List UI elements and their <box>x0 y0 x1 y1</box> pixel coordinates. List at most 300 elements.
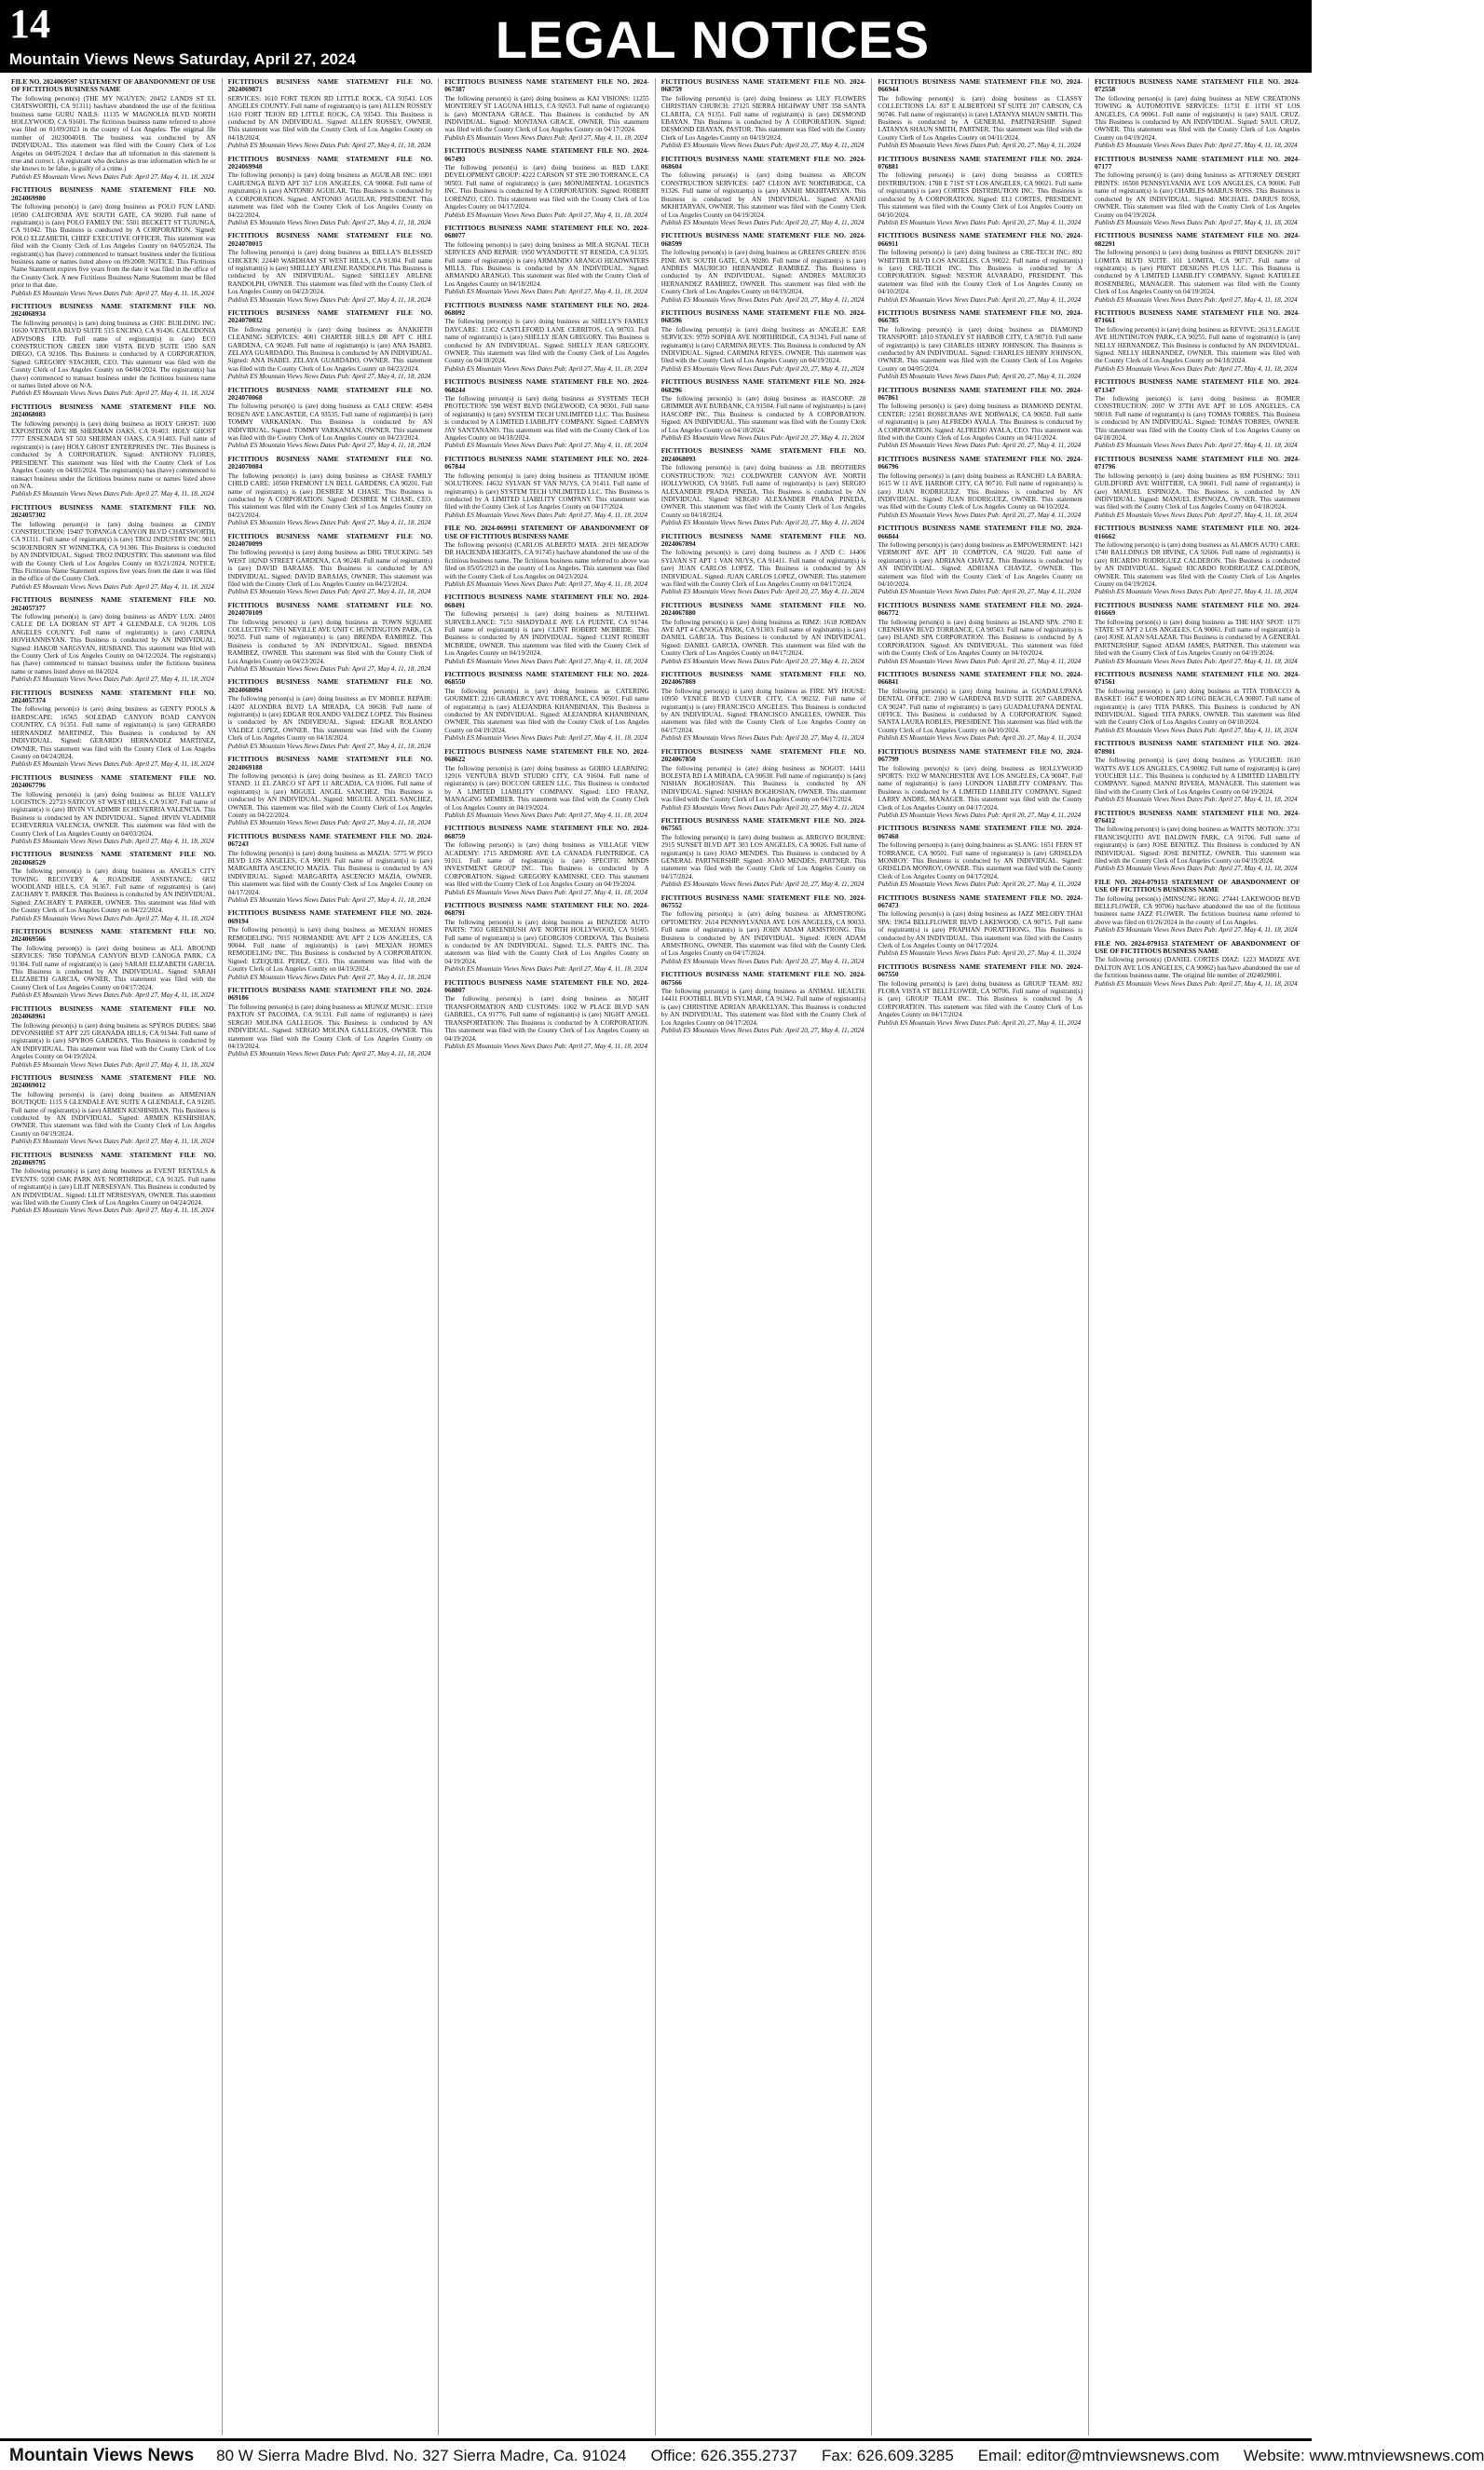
legal-notice <box>11 303 216 398</box>
notice-heading: FICTITIOUS BUSINESS NAME STATEMENT FILE NO. 2024-068296 <box>660 377 866 394</box>
page-header <box>0 0 1312 73</box>
notice-body: The following person(s) is (are) doing business as YOUCHER: 1610 WATTS AVE LOS ANGELES, CA 90002. Full name of registrant(s) is (are) YOUCHER LLC. This Business is conducted by A LIMITED LIABILITY COMPANY. Signed: MANNI RIVERA, MANAGER. This statement was filed with the County Clerk of Los Angeles County on 04/19/2024. <box>1094 757 1300 796</box>
notice-heading: FICTITIOUS BUSINESS NAME STATEMENT FILE NO. 2024-067566 <box>660 970 866 987</box>
notice-publication-dates: Publish ES Mountain Views News Dates Pub: April 27, May 4, 11, 18, 2024 <box>1094 218 1298 226</box>
notice-publication-dates: Publish ES Mountain Views News Dates Pub: April 20, 27, May 4, 11, 2024 <box>660 434 865 443</box>
legal-notice <box>444 302 649 374</box>
notice-publication-dates: Publish ES Mountain Views News Dates Pub: April 27, May 4, 11, 18, 2024 <box>444 580 647 588</box>
notice-body: The following person(s) is (are) doing business as NOGOT: 14411 BOLESTA RD LA MIRADA, CA 90638. Full name of registrant(s) is (are) NISHAN BOGHOSIAN. This Business is conducted by AN INDIVIDUAL. Signed: NISHAN BOGHOSIAN, OWNER. This statement was filed with the County Clerk of Los Angeles County on 04/17/2024. <box>660 764 866 804</box>
notice-heading: FICTITIOUS BUSINESS NAME STATEMENT FILE NO. 2024-071561 <box>1094 670 1300 687</box>
notice-publication-dates: Publish ES Mountain Views News Dates Pub: April 27, May 4, 11, 18, 2024 <box>444 364 647 373</box>
notice-body: The following person(s) is (are) doing business as ANGELS CITY TOWING RECOVERY & ROADSIDE ASSISTANCE: 6832 WOODLAND HILLS, CA 91367. Full name of registrant(s) is (are) ZACHARY T. PARKER. This Business is conducted by AN INDIVIDUAL. Signed: ZACHARY T. PARKER, OWNER. This statement was filed with the County Clerk of Los Angeles County on 04/22/2024. <box>11 867 216 915</box>
notice-publication-dates: Publish ES Mountain Views News Dates Pub: April 27, May 4, 11, 18, 2024 <box>11 914 214 922</box>
notice-publication-dates: Publish ES Mountain Views News Dates Pub: April 27, May 4, 11, 18, 2024 <box>1094 364 1298 373</box>
notice-body: The following person(s) (THE MY NGUYEN: 20452 LANDS ST EL CHATSWORTH, CA 91311) has/have abandoned the use of the fictitious business name GURU NAILS: 11135 W MAGNOLIA BLVD NORTH HOLLYWOOD, CA 91601. The fictitious business name referred to above was filed on 01/09/2023 in the county of Los Angeles. The original file number of 2023004018. The business was conducted by AN INDIVIDUAL. This statement was filed with the County Clerk of Los Angeles on 04/05/2024. I declare that all information in this statement is true and correct. (A registrant who declares as true information which he or she knows to be false, is guilty of a crime.) <box>11 94 216 173</box>
notice-publication-dates: Publish ES Mountain Views News Dates Pub: April 20, 27, May 4, 11, 2024 <box>660 1027 865 1035</box>
notice-heading: FICTITIOUS BUSINESS NAME STATEMENT FILE NO. 2024-066772 <box>878 600 1082 618</box>
notice-body: The following person(s) is (are) doing business as ARCON CONSTRUCTION SERVICES: 1407 CLEON AVE NORTHRIDGE, CA 91326. Full name of registrant(s) is (are) ANAHI MKHITARYAN. This Business is conducted by AN INDIVIDUAL. Signed: ANAHI MKHITARYAN, OWNER. This statement was filed with the County Clerk of Los Angeles County on 04/19/2024. <box>660 171 866 219</box>
notice-heading: FICTITIOUS BUSINESS NAME STATEMENT FILE NO. 2024-068596 <box>660 307 866 325</box>
notice-heading: FICTITIOUS BUSINESS NAME STATEMENT FILE NO. 2024-066844 <box>878 524 1082 540</box>
notice-publication-dates: Publish ES Mountain Views News Dates Pub: April 27, May 4, 11, 18, 2024 <box>1094 295 1298 304</box>
legal-notice <box>878 894 1082 958</box>
notice-body: The following person(s) is (are) doing business as EVENT RENTALS & EVENTS: 9200 OAK PARK AVE NORTHRIDGE, CA 91325. Full name of registrant(s) is (are) LILIT NERSESYAN. This Business is conducted by AN INDIVIDUAL. Signed: LILIT NERSESYAN, OWNER. This statement was filed with the County Clerk of Los Angeles County on 04/24/2024. <box>11 1167 216 1208</box>
notice-heading: FILE NO. 2024-069911 STATEMENT OF ABANDONMENT OF USE OF FICTITIOUS BUSINESS NAME <box>444 524 649 540</box>
legal-notice <box>1095 456 1300 519</box>
notice-body: The following person(s) is (are) doing business as GROUP TEAM: 892 FLORA VISTA ST BELLFLOWER, CA 90706. Full name of registrant(s) is (are) GROUP TEAM INC. This Business is conducted by A CORPORATION. This statement was filed with the County Clerk of Los Angeles County on 04/17/2024. <box>878 979 1082 1019</box>
notice-publication-dates: Publish ES Mountain Views News Dates Pub: April 27, May 4, 11, 18, 2024 <box>1094 588 1298 596</box>
legal-notice <box>878 78 1082 150</box>
legal-notice <box>661 602 866 665</box>
notice-body: The following person(s) is (are) doing business as WAITTS MOTION: 3731 FRANCISQUITO AVE BALDWIN PARK, CA 91706. Full name of registrant(s) is (are) JOSE BENITEZ. This Business is conducted by AN INDIVIDUAL. Signed: JOSE BENITEZ, OWNER. This statement was filed with the County Clerk of Los Angeles County on 04/19/2024. <box>1094 826 1300 865</box>
legal-notice <box>1095 940 1300 988</box>
notice-body: The following person(s) is (are) doing business as RIMZ: 1618 JORDAN AVE APT 4 CANOGA PARK, CA 91303. Full name of registrant(s) is (are) DANIEL GARCIA. This Business is conducted by AN INDIVIDUAL. Signed: DANIEL GARCIA, OWNER. This statement was filed with the County Clerk of Los Angeles County on 04/17/2024. <box>660 618 866 658</box>
notice-publication-dates: Publish ES Mountain Views News Dates Pub: April 27, May 4, 11, 18, 2024 <box>444 442 647 450</box>
notice-heading: FICTITIOUS BUSINESS NAME STATEMENT FILE NO. 2024-068092 <box>444 300 649 317</box>
legal-notice <box>1095 879 1300 935</box>
legal-notice <box>228 232 433 304</box>
notice-heading: FICTITIOUS BUSINESS NAME STATEMENT FILE NO. 2024-067468 <box>878 824 1082 840</box>
notice-body: The following person(s) is (are) doing business as GOBIO LEARNING: 12916 VENTURA BLVD STUDIO CITY, CA 91604. Full name of registrant(s) is (are) BOCCON GREEN LLC. This Business is conducted by A LIMITED LIABILITY COMPANY. Signed: LEO FRANZ, MANAGING MEMBER. This statement was filed with the County Clerk of Los Angeles County on 04/19/2024. <box>444 764 649 812</box>
notice-publication-dates: Publish ES Mountain Views News Dates Pub: April 20, 27, May 4, 11, 2024 <box>660 734 865 743</box>
notice-publication-dates: Publish ES Mountain Views News Dates Pub: April 27, May 4, 11, 18, 2024 <box>1094 865 1298 873</box>
notice-body: The following person(s) is (are) doing business as MUNOZ MUSIC: 13310 PAXTON ST PACOIMA, CA 91331. Full name of registrant(s) is (are) SERGIO MOLINA GALLEGOS. This Business is conducted by AN INDIVIDUAL. Signed: SERGIO MOLINA GALLEGOS, OWNER. This statement was filed with the County Clerk of Los Angeles County on 04/19/2024. <box>227 1003 433 1050</box>
notice-body: The following person(s) is (are) doing business as CINDY CONSTRUCTION: 19407 TOPANGA CANYON BLVD CHATSWORTH, CA 91311. Full name of registrant(s) is (are) TRO2 INDUSTRY INC 9813 SCHOENBORN ST WINNETKA, CA 91306. This Business is conducted by AN INDIVIDUAL. Signed: TRO2 INDUSTRY. This statement was filed with the County Clerk of Los Angeles County on 03/21/2024. NOTICE: This Fictitious Name Statement expires five years from the date it was filed in the office of the County Clerk. <box>11 520 216 583</box>
legal-notice <box>228 987 433 1058</box>
notice-heading: FICTITIOUS BUSINESS NAME STATEMENT FILE NO. 2024-072558 <box>1094 77 1300 94</box>
legal-notice <box>228 602 433 674</box>
notice-body: The following person(s) is (are) doing business as MAZIA: 5775 W PICO BLVD LOS ANGELES, CA 90019. Full name of registrant(s) is (are) MARGARITA ASCENCIO MAZIA. This Business is conducted by AN INDIVIDUAL. Signed: MARGARITA ASCENCIO MAZIA, OWNER. This statement was filed with the County Clerk of Los Angeles County on 04/17/2024. <box>227 849 433 896</box>
legal-notice <box>1095 378 1300 450</box>
notice-publication-dates: Publish ES Mountain Views News Dates Pub: April 27, May 4, 11, 18, 2024 <box>11 289 214 297</box>
notice-body: The following person(s) is (are) doing business as HASCORP: 28 GRIMMER AVE BURBANK, CA 91504. Full name of registrant(s) is (are) HASCORP INC. This Business is conducted by A CORPORATION. Signed: AN INDIVIDUAL. This statement was filed with the County Clerk of Los Angeles County on 04/18/2024. <box>660 395 866 434</box>
notice-heading: FICTITIOUS BUSINESS NAME STATEMENT FILE NO. 2024-068550 <box>444 670 649 687</box>
notice-publication-dates: Publish ES Mountain Views News Dates Pub: April 27, May 4, 11, 18, 2024 <box>444 133 647 142</box>
notice-publication-dates: Publish ES Mountain Views News Dates Pub: April 27, May 4, 11, 18, 2024 <box>11 1207 214 1215</box>
notice-heading: FICTITIOUS BUSINESS NAME STATEMENT FILE NO. 2024070015 <box>227 231 433 248</box>
notice-publication-dates: Publish ES Mountain Views News Dates Pub: April 20, 27, May 4, 11, 2024 <box>878 218 1082 226</box>
legal-notice <box>1095 525 1300 596</box>
notice-heading: FICTITIOUS BUSINESS NAME STATEMENT FILE NO. 2024-076881 <box>878 154 1082 171</box>
notice-publication-dates: Publish ES Mountain Views News Dates Pub: April 20, 27, May 4, 11, 2024 <box>878 734 1082 743</box>
notice-heading: FICTITIOUS BUSINESS NAME STATEMENT FILE NO. 2024057374 <box>11 688 216 705</box>
notice-heading: FICTITIOUS BUSINESS NAME STATEMENT FILE NO. 2024-067552 <box>660 893 866 909</box>
notice-heading: FICTITIOUS BUSINESS NAME STATEMENT FILE NO. 2024069980 <box>11 185 216 202</box>
notice-publication-dates: Publish ES Mountain Views News Dates Pub: April 20, 27, May 4, 11, 2024 <box>878 657 1082 665</box>
legal-notice <box>228 909 433 981</box>
notice-heading: FICTITIOUS BUSINESS NAME STATEMENT FILE NO. 2024-068077 <box>444 223 649 240</box>
notice-heading: FICTITIOUS BUSINESS NAME STATEMENT FILE NO. 2024068083 <box>11 402 216 419</box>
legal-notice <box>661 156 866 227</box>
notice-body: The following person(s) is (are) doing business as ATTORNEY DESERT PRINTS: 16500 PENNSYLVANIA AVE LOS ANGELES, CA 90006. Full name of registrant(s) is (are) CHARLES MARIUS ROSS. This Business is conducted by AN INDIVIDUAL. Signed: MICHAEL DARIUS ROSS, OWNER. This statement was filed with the County Clerk of Los Angeles County on 04/19/2024. <box>1094 171 1300 219</box>
notice-body: The following person(s) is (are) doing business as TITANIUM HOME SOLUTIONS: 14632 SYLVAN ST VAN NUYS, CA 91411. Full name of registrant(s) is (are) SYSTEM TECH UNLIMITED LLC. This Business is conducted by A LIMITED LIABILITY COMPANY. This statement was filed with the County Clerk of Los Angeles County on 04/17/2024. <box>444 471 649 512</box>
masthead-date: Mountain Views News Saturday, April 27, 2024 <box>9 50 356 68</box>
notice-heading: FICTITIOUS BUSINESS NAME STATEMENT FILE NO. 2024-069186 <box>227 986 433 1003</box>
notice-body: The following person(s) is (are) doing business as ARMSTRONG OPTOMETRY: 2614 PENNSYLVANIA AVE LOS ANGELES, CA 90033. Full name of registrant(s) is (are) JOHN ADAM ARMSTRONG. This Business is conducted by AN INDIVIDUAL. Signed: JOHN ADAM ARMSTRONG, OWNER. This statement was filed with the County Clerk of Los Angeles County on 04/17/2024. <box>660 910 866 958</box>
legal-notice <box>1095 78 1300 150</box>
notice-heading: FICTITIOUS BUSINESS NAME STATEMENT FILE NO. 2024-068807 <box>444 977 649 995</box>
notice-publication-dates: Publish ES Mountain Views News Dates Pub: April 20, 27, May 4, 11, 2024 <box>878 142 1082 150</box>
legal-notice <box>878 525 1082 596</box>
notice-heading: FICTITIOUS BUSINESS NAME STATEMENT FILE NO. 2024-068759 <box>444 824 649 840</box>
notice-body: The following person(s) is (are) doing business as ARROYO BOURNE: 2915 SUNSET BLVD APT 303 LOS ANGELES, CA 90026. Full name of registrant(s) is (are) JOAO MENDES. This Business is conducted by A GENERAL PARTNERSHIP. Signed: JOAO MENDES, PARTNER. This statement was filed with the County Clerk of Los Angeles County on 04/17/2024. <box>660 833 866 880</box>
notice-publication-dates: Publish ES Mountain Views News Dates Pub: April 27, May 4, 11, 18, 2024 <box>227 896 431 904</box>
footer-email[interactable]: Email: editor@mtnviewsnews.com <box>977 2446 1219 2464</box>
notice-publication-dates: Publish ES Mountain Views News Dates Pub: April 27, May 4, 11, 18, 2024 <box>227 519 431 527</box>
legal-notice <box>444 525 649 588</box>
notice-body: The following person(s) is (are) doing business as EV MOBILE REPAIR: 14207 ALONDRA BLVD LA MIRADA, CA 90638. Full name of registrant(s) is (are) EDGAR ROLANDO VALDEZ LOPEZ. This Business is conducted by AN INDIVIDUAL. Signed: EDGAR ROLANDO VALDEZ LOPEZ, OWNER. This statement was filed with the County Clerk of Los Angeles County on 04/18/2024. <box>227 695 433 743</box>
notice-body: The following person(s) is (are) doing business as VILLAGE VIEW ACADEMY: 1715 ARDMORE AVE LA CANADA FLINTRIDGE, CA 91011. Full name of registrant(s) is (are) SPECIFIC MINDS INVESTMENT GROUP INC. This Business is conducted by A CORPORATION. Signed: GREGORY KAMINSKI, CEO. This statement was filed with the County Clerk of Los Angeles County on 04/19/2024. <box>444 841 649 889</box>
notice-body: The following person(s) is (are) doing business as ISLAND SPA: 2700 E CRENSHAW BLVD TORRANCE, CA 90503. Full name of registrant(s) is (are) ISLAND SPA CORPORATION. This Business is conducted by A CORPORATION. Signed: AN INDIVIDUAL. This statement was filed with the County Clerk of Los Angeles County on 04/10/2024. <box>878 618 1082 658</box>
notice-body: The following person(s) is (are) doing business as HOLLYWOOD SPORTS: 1932 W MANCHESTER AVE LOS ANGELES, CA 90047. Full name of registrant(s) is (are) LONDON LIABILITY COMPANY. This Business is conducted by A LIMITED LIABILITY COMPANY. Signed: LARRY ANDRE, MANAGER. This statement was filed with the County Clerk of Los Angeles County on 04/17/2024. <box>878 764 1082 812</box>
notice-publication-dates: Publish ES Mountain Views News Dates Pub: April 20, 27, May 4, 11, 2024 <box>660 218 865 226</box>
notice-body: The following person(s) is (are) doing business as BENZEDE AUTO PARTS: 7303 GREENBUSH AVE NORTH HOLLYWOOD, CA 91605. Full name of registrant(s) is (are) GEORGIOS CORDOVA. This Business is conducted by AN INDIVIDUAL. Signed: T.L.S. PARTS INC. This statement was filed with the County Clerk of Los Angeles County on 04/19/2024. <box>444 918 649 965</box>
notice-body: The following person(s) is (are) doing business as NUTEHWL SURVEILLANCE: 7151 SHADYDALE AVE LA PUENTE, CA 91744. Full name of registrant(s) is (are) CLINT ROBERT MCBRIDE. This Business is conducted by AN INDIVIDUAL. Signed: CLINT ROBERT MCBRIDE, OWNER. This statement was filed with the County Clerk of Los Angeles County on 04/19/2024. <box>444 610 649 658</box>
notice-publication-dates: Publish ES Mountain Views News Dates Pub: April 27, May 4, 11, 18, 2024 <box>227 295 431 304</box>
notice-heading: FICTITIOUS BUSINESS NAME STATEMENT FILE NO. 2024-068622 <box>444 746 649 764</box>
notice-heading: FICTITIOUS BUSINESS NAME STATEMENT FILE NO. 2024-067844 <box>444 454 649 471</box>
legal-notice <box>1095 232 1300 304</box>
legal-notice <box>878 156 1082 227</box>
notice-heading: FICTITIOUS BUSINESS NAME STATEMENT FILE NO. 2024070099 <box>227 531 433 548</box>
notice-body: The following person(s) is (are) doing business as PRINT DESIGNS: 2017 LOMITA BLVD SUITE 101 LOMITA, CA 90717. Full name of registrant(s) is (are) PRINT DESIGNS PLUS LLC. This Business is conducted by A LIMITED LIABILITY COMPANY. Signed: KATIELEE ROSENBERG, MANAGER. This statement was filed with the County Clerk of Los Angeles County on 04/19/2024. <box>1094 249 1300 296</box>
notice-heading: FICTITIOUS BUSINESS NAME STATEMENT FILE NO. 2024-066796 <box>878 454 1082 471</box>
notice-heading: FICTITIOUS BUSINESS NAME STATEMENT FILE NO. 2024068093 <box>660 446 866 463</box>
notice-heading: FICTITIOUS BUSINESS NAME STATEMENT FILE NO. 2024-067861 <box>878 385 1082 403</box>
notice-publication-dates: Publish ES Mountain Views News Dates Pub: April 27, May 4, 11, 18, 2024 <box>11 490 214 498</box>
notice-heading: FICTITIOUS BUSINESS NAME STATEMENT FILE NO. 2024-078901 <box>1094 739 1300 756</box>
notice-publication-dates: Publish ES Mountain Views News Dates Pub: April 27, May 4, 11, 18, 2024 <box>1094 142 1298 150</box>
legal-notice <box>228 387 433 450</box>
notice-heading: FICTITIOUS BUSINESS NAME STATEMENT FILE NO. 2024-07177 <box>1094 154 1300 171</box>
notice-heading: FICTITIOUS BUSINESS NAME STATEMENT FILE NO. 2024-071796 <box>1094 454 1300 471</box>
legal-notice <box>661 232 866 304</box>
notice-publication-dates: Publish ES Mountain Views News Dates Pub: April 27, May 4, 11, 18, 2024 <box>227 142 431 150</box>
legal-notice <box>444 78 649 142</box>
notice-publication-dates: Publish ES Mountain Views News Dates Pub: April 27, May 4, 11, 18, 2024 <box>227 588 431 596</box>
notice-publication-dates: Publish ES Mountain Views News Dates Pub: April 27, May 4, 11, 18, 2024 <box>444 288 647 296</box>
legal-notice <box>11 851 216 922</box>
notice-body: The following person(s) is (are) doing business as DBG TRUCKING: 549 WEST 182ND STREET GARDENA, CA 90248. Full name of registrant(s) is (are) DAVID BARAJAS. This Business is conducted by AN INDIVIDUAL. Signed: DAVID BARAJAS, OWNER. This statement was filed with the County Clerk of Los Angeles County on 04/23/2024. <box>227 549 433 588</box>
notice-heading: FICTITIOUS BUSINESS NAME STATEMENT FILE NO. 2024-068599 <box>660 231 866 248</box>
notice-body: The following person(s) is (are) doing business as RED LAKE DEVELOPMENT GROUP: 4222 CARSON ST STE 200 TORRANCE, CA 90503. Full name of registrant(s) is (are) MONUMENTAL LOGISTICS INC. This Business is conducted by A CORPORATION. Signed: ROBERT LORENZO, CEO. This statement was filed with the County Clerk of Los Angeles County on 04/17/2024. <box>444 164 649 212</box>
notice-column <box>656 78 873 2436</box>
notice-heading: FICTITIOUS BUSINESS NAME STATEMENT FILE NO. 2024067796 <box>11 772 216 790</box>
legal-notice <box>11 596 216 683</box>
legal-notice <box>1095 602 1300 665</box>
notice-heading: FICTITIOUS BUSINESS NAME STATEMENT FILE NO. 2024067850 <box>660 746 866 764</box>
notice-heading: FICTITIOUS BUSINESS NAME STATEMENT FILE NO. 2024069188 <box>227 755 433 771</box>
notice-publication-dates: Publish ES Mountain Views News Dates Pub: April 27, May 4, 11, 18, 2024 <box>11 582 214 591</box>
notice-heading: FICTITIOUS BUSINESS NAME STATEMENT FILE NO. 2024057302 <box>11 502 216 520</box>
legal-notice <box>444 748 649 820</box>
footer-address: 80 W Sierra Madre Blvd. No. 327 Sierra Madre, Ca. 91024 <box>216 2446 627 2464</box>
notice-publication-dates: Publish ES Mountain Views News Dates Pub: April 27, May 4, 11, 18, 2024 <box>11 837 214 845</box>
notice-heading: FICTITIOUS BUSINESS NAME STATEMENT FILE NO. 2024-066911 <box>878 231 1082 248</box>
notice-body: The following person(s) is (are) doing business as RANCHO LA BARRA: 1615 W 11 AVE HARBOR CITY, CA 90710. Full name of registrant(s) is (are) JUAN RODRIGUEZ. This Business is conducted by AN INDIVIDUAL. Signed: JUAN RODRIGUEZ, OWNER. This statement was filed with the County Clerk of Los Angeles County on 04/10/2024. <box>878 471 1082 512</box>
legal-notice <box>444 594 649 665</box>
legal-notice <box>661 533 866 596</box>
legal-notice <box>1095 156 1300 227</box>
legal-notice <box>878 232 1082 304</box>
notice-publication-dates: Publish ES Mountain Views News Dates Pub: April 27, May 4, 11, 18, 2024 <box>444 888 647 896</box>
notice-publication-dates: Publish ES Mountain Views News Dates Pub: April 20, 27, May 4, 11, 2024 <box>878 949 1082 958</box>
notice-heading: FICTITIOUS BUSINESS NAME STATEMENT FILE NO. 2024070084 <box>227 454 433 471</box>
legal-notice <box>444 147 649 219</box>
notice-body: The following person(s) is (are) doing business as DIAMOND DENTAL CENTER: 12501 ROSECRANS AVE NORWALK, CA 90650. Full name of registrant(s) is (are) ALFREDO AYALA. This Business is conducted by A CORPORATION. Signed: ALFREDO AYALA, CEO. This statement was filed with the County Clerk of Los Angeles County on 04/11/2024. <box>878 403 1082 443</box>
notice-publication-dates: Publish ES Mountain Views News Dates Pub: April 20, 27, May 4, 11, 2024 <box>660 657 865 665</box>
notice-heading: FICTITIOUS BUSINESS NAME STATEMENT FILE NO. 2024069948 <box>227 154 433 171</box>
notice-heading: FICTITIOUS BUSINESS NAME STATEMENT FILE NO. 2024-016662 <box>1094 524 1300 540</box>
notice-heading: FICTITIOUS BUSINESS NAME STATEMENT FILE NO. 2024-016669 <box>1094 600 1300 618</box>
legal-notice <box>11 1074 216 1146</box>
notice-heading: FICTITIOUS BUSINESS NAME STATEMENT FILE NO. 2024068529 <box>11 850 216 867</box>
legal-notice <box>228 678 433 750</box>
legal-notice <box>878 671 1082 743</box>
legal-notice <box>11 689 216 769</box>
notice-heading: FICTITIOUS BUSINESS NAME STATEMENT FILE NO. 2024067869 <box>660 670 866 687</box>
legal-notice <box>11 78 216 181</box>
notice-publication-dates: Publish ES Mountain Views News Dates Pub: April 20, 27, May 4, 11, 2024 <box>660 880 865 889</box>
legal-notice <box>878 963 1082 1027</box>
notice-body: The following person(s) is (are) doing business as SHELLY'S FAMILY DAYCARE: 13302 CASTLEFORD LANE CERRITOS, CA 90703. Full name of registrant(s) is (are) SHELLY JEAN GREGORY. This Business is conducted by AN INDIVIDUAL. Signed: SHELLY JEAN GREGORY, OWNER. This statement was filed with the County Clerk of Los Angeles County on 04/18/2024. <box>444 318 649 365</box>
legal-notice <box>228 833 433 905</box>
notice-heading: FILE NO. 2024-079153 STATEMENT OF ABANDONMENT OF USE OF FICTITIOUS BUSINESS NAME <box>1094 938 1300 956</box>
notice-publication-dates: Publish ES Mountain Views News Dates Pub: April 20, 27, May 4, 11, 2024 <box>660 364 865 373</box>
notices-columns <box>6 78 1306 2436</box>
legal-notice <box>444 456 649 519</box>
legal-notice <box>878 387 1082 450</box>
legal-notice <box>661 748 866 812</box>
legal-notice <box>228 756 433 827</box>
notice-publication-dates: Publish ES Mountain Views News Dates Pub: April 27, May 4, 11, 18, 2024 <box>227 665 431 674</box>
notice-heading: FILE NO. 2024-079153 STATEMENT OF ABANDONMENT OF USE OF FICTITIOUS BUSINESS NAME <box>1094 877 1300 894</box>
notice-body: The following person(s) is (are) doing business as RM PUSHING: 5911 GUILDFORD AVE WHITTIER, CA 90601. Full name of registrant(s) is (are) MANUEL ESPINOZA. This Business is conducted by AN INDIVIDUAL. Signed: MANUEL ESPINOZA, OWNER. This statement was filed with the County Clerk of Los Angeles County on 04/18/2024. <box>1094 471 1300 512</box>
notice-body: The following person(s) (MINSUNG HONG: 27441 LAKEWOOD BLVD BELLFLOWER, CA 90706) has/have abandoned the use of the fictitious business name JAZZ FLOWER. The fictitious business name referred to above was filed on 01/26/2024 in the county of Los Angeles. <box>1094 894 1300 926</box>
notice-column <box>223 78 440 2436</box>
notice-heading: FICTITIOUS BUSINESS NAME STATEMENT FILE NO. 2024069795 <box>11 1150 216 1167</box>
notice-publication-dates: Publish ES Mountain Views News Dates Pub: April 27, May 4, 11, 18, 2024 <box>1094 926 1298 935</box>
notice-body: The following person(s) is (are) doing business as BLUE VALLEY LOGISTICS: 22733 SATICOY ST WEST HILLS, CA 91307. Full name of registrant(s) is (are) IRVIN VLADIMIR ECHEVERRIA VALENCIA. This Business is conducted by AN INDIVIDUAL. Signed: IRVIN VLADIMIR ECHEVERRIA VALENCIA, OWNER. This statement was filed with the County Clerk of Los Angeles County on 04/03/2024. <box>11 790 216 838</box>
notice-body: The following person(s) is (are) doing business as THE HAY SPOT: 1175 STATE ST APT 2 LOS ANGELES, CA 90061. Full name of registrant(s) is (are) JOSE ALAN SALAZAR. This Business is conducted by A GENERAL PARTNERSHIP. Signed: ADAM JAMES, PARTNER. This statement was filed with the County Clerk of Los Angeles County on 04/19/2024. <box>1094 618 1300 658</box>
notice-publication-dates: Publish ES Mountain Views News Dates Pub: April 20, 27, May 4, 11, 2024 <box>878 1018 1082 1027</box>
legal-notice <box>878 825 1082 888</box>
legal-notice <box>228 78 433 150</box>
notice-heading: FICTITIOUS BUSINESS NAME STATEMENT FILE NO. 2024-069194 <box>227 908 433 925</box>
notice-body: The following person(s) is (are) doing business as J.B. BROTHERS CONSTRUCTION: 7021 COLDWATER CANYON AVE NORTH HOLLYWOOD, CA 91605. Full name of registrant(s) is (are) SERGIO ALEXANDER PRADA PINEDA. This Business is conducted by AN INDIVIDUAL. Signed: SERGIO ALEXANDER PRADA PINEDA, OWNER. This statement was filed with the County Clerk of Los Angeles County on 04/18/2024. <box>660 464 866 519</box>
legal-notice <box>661 378 866 442</box>
notice-heading: FICTITIOUS BUSINESS NAME STATEMENT FILE NO. 2024-071661 <box>1094 307 1300 325</box>
notice-body: The following person(s) is (are) doing business as ANDY LUX: 24001 CALLE DE LA DORIAN ST APT 4 GLENDALE, CA 91206. LOS ANGELES COUNTY. Full name of registrant(s) is (are) CARINA HOVHANNISYAN. This Business is conducted by AN INDIVIDUAL. Signed: HAKOB SARGSYAN, HUSBAND. This statement was filed with the County Clerk of Los Angeles County on 04/12/2024. The registrant(s) has (have) commenced to transact business under the fictitious business name or names listed above on 04/2024. <box>11 613 216 675</box>
notice-heading: FICTITIOUS BUSINESS NAME STATEMENT FILE NO. 2024-067387 <box>444 77 649 94</box>
legal-notice <box>444 979 649 1051</box>
notice-heading: FICTITIOUS BUSINESS NAME STATEMENT FILE NO. 2024-068759 <box>660 77 866 94</box>
notice-publication-dates: Publish ES Mountain Views News Dates Pub: April 20, 27, May 4, 11, 2024 <box>878 295 1082 304</box>
notice-body: The following person(s) is (are) doing business as J AND C: 14406 SYLVAN ST APT 1 VAN NUYS, CA 91411. Full name of registrant(s) is (are) JUAN CARLOS LOPEZ. This Business is conducted by AN INDIVIDUAL. Signed: JUAN CARLOS LOPEZ, OWNER. This statement was filed with the County Clerk of Los Angeles County on 04/17/2024. <box>660 549 866 588</box>
legal-notice <box>878 748 1082 820</box>
notice-heading: FICTITIOUS BUSINESS NAME STATEMENT FILE NO. 2024-067473 <box>878 893 1082 909</box>
notice-publication-dates: Publish ES Mountain Views News Dates Pub: April 27, May 4, 11, 18, 2024 <box>227 742 431 750</box>
notice-publication-dates: Publish ES Mountain Views News Dates Pub: April 27, May 4, 11, 18, 2024 <box>11 172 214 181</box>
notice-publication-dates: Publish ES Mountain Views News Dates Pub: April 20, 27, May 4, 11, 2024 <box>878 588 1082 596</box>
notice-publication-dates: Publish ES Mountain Views News Dates Pub: April 27, May 4, 11, 18, 2024 <box>11 760 214 769</box>
notice-publication-dates: Publish ES Mountain Views News Dates Pub: April 27, May 4, 11, 18, 2024 <box>444 211 647 219</box>
notice-heading: FICTITIOUS BUSINESS NAME STATEMENT FILE NO. 2024-068244 <box>444 377 649 394</box>
notice-body: The following person(s) is (are) doing business as GREENS GREEN: 8516 PINE AVE SOUTH GATE, CA 90280. Full name of registrant(s) is (are) ANDRES MAURICIO HERNANDEZ RAMIREZ. This Business is conducted by AN INDIVIDUAL. Signed: ANDRES MAURICIO HERNANDEZ RAMIREZ, OWNER. This statement was filed with the County Clerk of Los Angeles County on 04/19/2024. <box>660 249 866 296</box>
legal-notice <box>228 456 433 527</box>
notice-body: The following person(s) is (are) doing business as ARMENIAN BOUTIQUE: 1115 S GLENDALE AVE SUITE A GLENDALE, CA 91205. Full name of registrant(s) is (are) ARMEN KESHISHIAN. This Business is conducted by AN INDIVIDUAL. Signed: ARMEN KESHISHIAN, OWNER. This statement was filed with the County Clerk of Los Angeles County on 04/19/2024. <box>11 1090 216 1138</box>
legal-notice <box>1095 671 1300 734</box>
notice-publication-dates: Publish ES Mountain Views News Dates Pub: April 27, May 4, 11, 18, 2024 <box>11 675 214 684</box>
notice-heading: FICTITIOUS BUSINESS NAME STATEMENT FILE NO. 2024069871 <box>227 77 433 94</box>
notice-body: The following person(s) (DANIEL CORTES DIAZ: 1223 MADIZE AVE DALTON AVE LOS ANGELES, CA 90062) has/have abandoned the use of the fictitious business name. The original file number of 2024029801. <box>1094 956 1300 980</box>
page-footer <box>0 2438 1484 2470</box>
notice-publication-dates: Publish ES Mountain Views News Dates Pub: April 20, 27, May 4, 11, 2024 <box>660 295 865 304</box>
notice-publication-dates: Publish ES Mountain Views News Dates Pub: April 20, 27, May 4, 11, 2024 <box>660 957 865 965</box>
legal-notice <box>1095 810 1300 873</box>
notice-body: The following person(s) is (are) doing business as NIGHT TRANSFORMATION AND CUSTOMS: 1002 W PLACE BLVD SAN GABRIEL, CA 91776. Full name of registrant(s) is (are) NIGHT ANGEL TRANSPORTATION. This Business is conducted by A CORPORATION. This statement was filed with the County Clerk of Los Angeles County on 04/19/2024. <box>444 995 649 1043</box>
notice-heading: FICTITIOUS BUSINESS NAME STATEMENT FILE NO. 2024-067565 <box>660 815 866 833</box>
notice-body: The following person(s) is (are) doing business as ALAMOS AUTO CARE: 1740 BALLDINGS DR IRVINE, CA 92606. Full name of registrant(s) is (are) RICARDO RODRIGUEZ CALDERON. This Business is conducted by AN INDIVIDUAL. Signed: RICARDO RODRIGUEZ CALDERON, OWNER. This statement was filed with the County Clerk of Los Angeles County on 04/19/2024. <box>1094 540 1300 588</box>
legal-notice <box>661 971 866 1034</box>
legal-notice <box>661 78 866 150</box>
notice-body: The following person(s) is (are) doing business as GENTY POOLS & HARDSCAPE: 16565 SOLEDAD CANYON ROAD CANYON COUNTRY, CA 91351. Full name of registrant(s) is (are) GERARDO HERNANDEZ MARTINEZ. This Business is conducted by AN INDIVIDUAL. Signed: GERARDO HERNANDEZ MARTINEZ, OWNER. This statement was filed with the County Clerk of Los Angeles County on 04/24/2024. <box>11 705 216 760</box>
notice-publication-dates: Publish ES Mountain Views News Dates Pub: April 27, May 4, 11, 18, 2024 <box>11 1138 214 1146</box>
legal-notice <box>661 447 866 526</box>
legal-notice <box>444 825 649 896</box>
notice-body: The following person(s) is (are) doing business as ROMER CONSTRUCTION: 2007 W 37TH AVE APT 10 LOS ANGELES, CA 90018. Full name of registrant(s) is (are) TOMAS TORRES. This Business is conducted by AN INDIVIDUAL. Signed: TOMAS TORRES, OWNER. This statement was filed with the County Clerk of Los Angeles County on 04/18/2024. <box>1094 395 1300 443</box>
footer-brand: Mountain Views News <box>9 2445 195 2465</box>
notice-heading: FICTITIOUS BUSINESS NAME STATEMENT FILE NO. 2024-066944 <box>878 77 1082 94</box>
notice-body: The following person(s) is (are) doing business as GUADALUPANA DENTAL OFFICE: 2180 W GARDENA BLVD SUITE 207 GARDENA, CA 90247. Full name of registrant(s) is (are) GUADALUPANA DENTAL OFFICE. This Business is conducted by A CORPORATION. Signed: SANTA LAURA ROBLES, PRESIDENT. This statement was filed with the County Clerk of Los Angeles County on 04/10/2024. <box>878 687 1082 734</box>
notice-publication-dates: Publish ES Mountain Views News Dates Pub: April 27, May 4, 11, 18, 2024 <box>444 657 647 665</box>
legal-notice <box>11 186 216 297</box>
legal-notice <box>661 817 866 889</box>
notice-body: The following person(s) is (are) doing business as CORTES DISTRIBUTION: 1708 E 71ST ST LOS ANGELES, CA 90021. Full name of registrant(s) is (are) CORTES DISTRIBUTION INC. This Business is conducted by A CORPORATION. Signed: ELI CORTES, PRESIDENT. This statement was filed with the County Clerk of Los Angeles County on 04/10/2024. <box>878 171 1082 219</box>
notice-publication-dates: Publish ES Mountain Views News Dates Pub: April 27, May 4, 11, 18, 2024 <box>227 973 431 981</box>
notice-publication-dates: Publish ES Mountain Views News Dates Pub: April 27, May 4, 11, 18, 2024 <box>444 811 647 819</box>
notice-heading: FICTITIOUS BUSINESS NAME STATEMENT FILE NO. 2024-066785 <box>878 307 1082 325</box>
notice-body: The following person(s) is (are) doing business as ALL AROUND SERVICES: 7850 TOPANGA CANYON BLVD CANOGA PARK, CA 91304. Full name of registrant(s) is (are) SARAH ELIZABETH GARCIA. This Business is conducted by AN INDIVIDUAL. Signed: SARAH ELIZABETH GARCIA, OWNER. This statement was filed with the County Clerk of Los Angeles County on 04/17/2024. <box>11 944 216 991</box>
notice-heading: FICTITIOUS BUSINESS NAME STATEMENT FILE NO. 2024057377 <box>11 595 216 612</box>
notice-publication-dates: Publish ES Mountain Views News Dates Pub: April 27, May 4, 11, 18, 2024 <box>1094 726 1298 734</box>
notice-heading: FICTITIOUS BUSINESS NAME STATEMENT FILE NO. 2024-068604 <box>660 154 866 171</box>
notice-body: The following person(s) is (are) doing business as MILA SIGNAL TECH SERVICES AND REPAIR: 1950 WYANDOTTE ST RESEDA, CA 91335. Full name of registrant(s) is (are) ARMANDO ARANGO HEADWATERS MILLS. This Business is conducted by AN INDIVIDUAL. Signed: ARMANDO ARANGO. This statement was filed with the County Clerk of Los Angeles County on 04/18/2024. <box>444 240 649 288</box>
legal-notice <box>11 774 216 846</box>
notice-publication-dates: Publish ES Mountain Views News Dates Pub: April 27, May 4, 11, 18, 2024 <box>1094 442 1298 450</box>
notice-heading: FICTITIOUS BUSINESS NAME STATEMENT FILE NO. 2024069012 <box>11 1072 216 1090</box>
notice-body: The following person(s) is (are) doing business as POLO FUN LAND: 10500 CALIFORNIA AVE SOUTH GATE, CA 90280. Full name of registrant(s) is (are) POLO FAMILY INC 5501 BECKETT ST TUJUNGA, CA 91042. This Business is conducted by A CORPORATION. Signed: POLO ELIZABETH, CHIEF EXECUTIVE OFFICER. This statement was filed with the County Clerk of Los Angeles County on 04/05/2024. The registrant(s) has (have) commenced to transact business under the fictitious business name or names listed above on 09/2008. NOTICE: This Fictitious Name Statement expires five years from the date it was filed in the office of the County Clerk. A new Fictitious Business Name Statement must be filed prior to that date. <box>11 203 216 290</box>
notice-body: The following person(s) is (are) doing business as CLASSY COLLECTIONS LA: 837 E ALBERTONI ST SUITE 207 CARSON, CA 90746. Full name of registrant(s) is (are) LATANYA SHAUN SMITH. This Business is conducted by A GENERAL PARTNERSHIP. Signed: LATANYA SHAUN SMITH, PARTNER. This statement was filed with the County Clerk of Los Angeles County on 04/11/2024. <box>878 94 1082 142</box>
notice-heading: FICTITIOUS BUSINESS NAME STATEMENT FILE NO. 2024-066841 <box>878 670 1082 687</box>
notice-publication-dates: Publish ES Mountain Views News Dates Pub: April 27, May 4, 11, 18, 2024 <box>1094 511 1298 519</box>
notice-publication-dates: Publish ES Mountain Views News Dates Pub: April 27, May 4, 11, 18, 2024 <box>1094 979 1298 988</box>
notice-publication-dates: Publish ES Mountain Views News Dates Pub: April 27, May 4, 11, 18, 2024 <box>227 218 431 226</box>
notice-publication-dates: Publish ES Mountain Views News Dates Pub: April 27, May 4, 11, 18, 2024 <box>227 373 431 381</box>
notice-body: The following person(s) is (are) doing business as JAZZ MELODY THAI SPA: 19654 BELLFLOWER BLVD LAKEWOOD, CA 90715. Full name of registrant(s) is (are) PRAPHAN PORATTHONG. This Business is conducted by AN INDIVIDUAL. This statement was filed with the County Clerk of Los Angeles County on 04/17/2024. <box>878 910 1082 950</box>
notice-heading: FICTITIOUS BUSINESS NAME STATEMENT FILE NO. 2024-068491 <box>444 593 649 609</box>
notice-heading: FICTITIOUS BUSINESS NAME STATEMENT FILE NO. 2024-067493 <box>444 146 649 163</box>
legal-notice <box>661 671 866 743</box>
notice-heading: FICTITIOUS BUSINESS NAME STATEMENT FILE NO. 2024067880 <box>660 600 866 618</box>
legal-notice <box>228 156 433 227</box>
legal-notice <box>11 1152 216 1215</box>
notice-publication-dates: Publish ES Mountain Views News Dates Pub: April 20, 27, May 4, 11, 2024 <box>878 442 1082 450</box>
notice-body: The following person(s) is (are) doing business as MEXIAN HOMES REMODELING: 7015 NORMANDIE AVE APT 2 LOS ANGELES, CA 90044. Full name of registrant(s) is (are) MEXIAN HOMES REMODELING INC. This Business is conducted by A CORPORATION. Signed: EZEQUIEL PEREZ, CEO. This statement was filed with the County Clerk of Los Angeles County on 04/19/2024. <box>227 926 433 974</box>
notice-publication-dates: Publish ES Mountain Views News Dates Pub: April 27, May 4, 11, 18, 2024 <box>11 1060 214 1069</box>
notice-body: The following person(s) is (are) doing business as BIELLA'S BLESSED CHICKEN: 22440 WARDHAM ST WEST HILLS, CA 91304. Full name of registrant(s) is (are) SHELLEY ARLENE RANDOLPH. This Business is conducted by AN INDIVIDUAL. Signed: SHELLEY ARLENE RANDOLPH, OWNER. This statement was filed with the County Clerk of Los Angeles County on 04/23/2024. <box>227 249 433 296</box>
notice-publication-dates: Publish ES Mountain Views News Dates Pub: April 27, May 4, 11, 18, 2024 <box>444 734 647 743</box>
notice-body: The following person(s) is (are) doing business as ANAKIETH CLEANING SERVICES: 4001 CHARTER HILLS DR APT C HILL GARDENA, CA 90249. Full name of registrant(s) is (are) ANA ISABEL ZELAYA GUARDADO. This Business is conducted by AN INDIVIDUAL. Signed: ANA ISABEL ZELAYA GUARDADO, OWNER. This statement was filed with the County Clerk of Los Angeles County on 04/23/2024. <box>227 325 433 373</box>
notice-heading: FICTITIOUS BUSINESS NAME STATEMENT FILE NO. 2024067894 <box>660 531 866 548</box>
notice-publication-dates: Publish ES Mountain Views News Dates Pub: April 27, May 4, 11, 18, 2024 <box>444 965 647 974</box>
notice-publication-dates: Publish ES Mountain Views News Dates Pub: April 27, May 4, 11, 18, 2024 <box>11 991 214 1000</box>
notice-heading: FICTITIOUS BUSINESS NAME STATEMENT FILE NO. 2024070109 <box>227 600 433 618</box>
notice-body: The following person(s) is (are) doing business as CALI CREW: 45494 ROSEN AVE LANCASTER, CA 93535. Full name of registrant(s) is (are) TOMMY VARKANIAN. This Business is conducted by AN INDIVIDUAL. Signed: TOMMY VARKANIAN, OWNER. This statement was filed with the County Clerk of Los Angeles County on 04/23/2024. <box>227 403 433 443</box>
notice-heading: FICTITIOUS BUSINESS NAME STATEMENT FILE NO. 2024-076412 <box>1094 808 1300 825</box>
notice-column <box>1089 78 1306 2436</box>
notice-publication-dates: Publish ES Mountain Views News Dates Pub: April 20, 27, May 4, 11, 2024 <box>660 803 865 812</box>
notice-publication-dates: Publish ES Mountain Views News Dates Pub: April 27, May 4, 11, 18, 2024 <box>11 389 214 398</box>
notice-publication-dates: Publish ES Mountain Views News Dates Pub: April 27, May 4, 11, 18, 2024 <box>227 819 431 827</box>
notice-heading: FICTITIOUS BUSINESS NAME STATEMENT FILE NO. 2024070068 <box>227 385 433 403</box>
legal-notice <box>444 225 649 296</box>
notice-column <box>872 78 1089 2436</box>
page-number: 14 <box>9 1 50 47</box>
notice-publication-dates: Publish ES Mountain Views News Dates Pub: April 27, May 4, 11, 18, 2024 <box>444 1042 647 1050</box>
legal-notice <box>11 403 216 498</box>
notice-body: The following person(s) is (are) doing business as ANGELIC EAR SERVICES: 9759 SOPHIA AVE NORTHRIDGE, CA 91343. Full name of registrant(s) is (are) CARMINA REYES. This Business is conducted by AN INDIVIDUAL. Signed: CARMINA REYES, OWNER. This statement was filed with the County Clerk of Los Angeles County on 04/19/2024. <box>660 325 866 365</box>
footer-website[interactable]: Website: www.mtnviewsnews.com <box>1243 2446 1484 2464</box>
notice-publication-dates: Publish ES Mountain Views News Dates Pub: April 27, May 4, 11, 18, 2024 <box>1094 796 1298 804</box>
notice-publication-dates: Publish ES Mountain Views News Dates Pub: April 20, 27, May 4, 11, 2024 <box>878 811 1082 819</box>
notice-heading: FICTITIOUS BUSINESS NAME STATEMENT FILE NO. 2024068934 <box>11 301 216 319</box>
notice-publication-dates: Publish ES Mountain Views News Dates Pub: April 27, May 4, 11, 18, 2024 <box>227 442 431 450</box>
legal-notice <box>1095 740 1300 803</box>
legal-notice <box>1095 309 1300 373</box>
notice-publication-dates: Publish ES Mountain Views News Dates Pub: April 20, 27, May 4, 11, 2024 <box>660 588 865 596</box>
notice-heading: FICTITIOUS BUSINESS NAME STATEMENT FILE NO. 2024-067550 <box>878 962 1082 979</box>
notice-body: The following person(s) is (are) doing business as NEW CREATIONS TOWING & AUTOMOTIVE SERVICES: 11731 E 11TH ST LOS ANGELES, CA 90061. Full name of registrant(s) is (are) SAUL CRUZ. This Business is conducted by AN INDIVIDUAL. Signed: SAUL CRUZ, OWNER. This statement was filed with the County Clerk of Los Angeles County on 04/19/2024. <box>1094 94 1300 142</box>
notice-body: The following person(s) is (are) doing business as KAI VISIONS: 11255 MONTEREY ST LAGUNA HILLS, CA 92653. Full name of registrant(s) is (are) MONTANA GRACE. This Business is conducted by AN INDIVIDUAL. Signed: MONTANA GRACE, OWNER. This statement was filed with the County Clerk of Los Angeles County on 04/17/2024. <box>444 94 649 134</box>
legal-notice <box>11 928 216 1000</box>
legal-notice <box>878 602 1082 665</box>
notice-body: The following person(s) is (are) doing business as LILY FLOWERS CHRISTIAN CHURCH: 27125 SIERRA HIGHWAY UNIT 358 SANTA CLARITA, CA 91351. Full name of registrant(s) is (are) DESMOND EBAYAN. This Business is conducted by A CORPORATION. Signed: DESMOND EBAYAN, PASTOR. This statement was filed with the County Clerk of Los Angeles County on 04/19/2024. <box>660 94 866 142</box>
legal-notice <box>11 504 216 591</box>
notice-publication-dates: Publish ES Mountain Views News Dates Pub: April 20, 27, May 4, 11, 2024 <box>878 511 1082 519</box>
notice-body: The following person(s) is (are) doing business as TOWN SQUARE COLLECTIVE: 7691 NEVILLE AVE UNIT C HUNTINGTON PARK, CA 90255. Full name of registrant(s) is (are) BRENDA RAMIREZ. This Business is conducted by AN INDIVIDUAL. Signed: BRENDA RAMIREZ, OWNER. This statement was filed with the County Clerk of Los Angeles County on 04/23/2024. <box>227 618 433 665</box>
notice-body: The following person(s) is (are) doing business as ANIMAL HEALTH: 14411 FOOTHILL BLVD SYLMAR, CA 91342. Full name of registrant(s) is (are) CHRISTINE ADRIAN ARAKELYAN. This Business is conducted by AN INDIVIDUAL. This statement was filed with the County Clerk of Los Angeles County on 04/17/2024. <box>660 988 866 1027</box>
notice-body: The following person(s) is (are) doing business as EMPOWERMENT: 1421 VERMONT AVE APT 10 COMPTON, CA 90220. Full name of registrant(s) is (are) ADRIANA CHAVEZ. This Business is conducted by AN INDIVIDUAL. Signed: ADRIANA CHAVEZ, OWNER. This statement was filed with the County Clerk of Los Angeles County on 04/10/2024. <box>878 540 1082 588</box>
legal-notice <box>11 1005 216 1069</box>
notice-heading: FICTITIOUS BUSINESS NAME STATEMENT FILE NO. 2024068961 <box>11 1003 216 1021</box>
notice-heading: FICTITIOUS BUSINESS NAME STATEMENT FILE NO. 2024069566 <box>11 927 216 944</box>
notice-body: The following person(s) is (are) doing business as DIAMOND TRANSPORT: 1810 STANLEY ST HARBOR CITY, CA 90710. Full name of registrant(s) is (are) CHARLES HENRY JOHNSON. This Business is conducted by AN INDIVIDUAL. Signed: CHARLES HENRY JOHNSON, OWNER. This statement was filed with the County Clerk of Los Angeles County on 04/05/2024. <box>878 325 1082 373</box>
notice-body: The following person(s) is (are) doing business as SLANG: 1651 FERN ST TORRANCE, CA 90501. Full name of registrant(s) is (are) GRISELDA MONROY. This Business is conducted by AN INDIVIDUAL. Signed: GRISELDA MONROY, OWNER. This statement was filed with the County Clerk of Los Angeles County on 04/17/2024. <box>878 841 1082 880</box>
notice-publication-dates: Publish ES Mountain Views News Dates Pub: April 20, 27, May 4, 11, 2024 <box>660 142 865 150</box>
legal-notice <box>661 309 866 373</box>
notice-heading: FICTITIOUS BUSINESS NAME STATEMENT FILE NO. 2024070032 <box>227 307 433 325</box>
notice-publication-dates: Publish ES Mountain Views News Dates Pub: April 20, 27, May 4, 11, 2024 <box>660 519 865 527</box>
notice-heading: FICTITIOUS BUSINESS NAME STATEMENT FILE NO. 2024-067799 <box>878 746 1082 764</box>
notice-publication-dates: Publish ES Mountain Views News Dates Pub: April 20, 27, May 4, 11, 2024 <box>878 373 1082 381</box>
notice-body: The following person(s) is (are) doing business as EL ZARCO TACO STAND: 11 EL ZARCO ST APT 11 ARCADIA, CA 91006. Full name of registrant(s) is (are) MIGUEL ANGEL SANCHEZ. This Business is conducted by AN INDIVIDUAL. Signed: MIGUEL ANGEL SANCHEZ, OWNER. This statement was filed with the County Clerk of Los Angeles County on 04/22/2024. <box>227 771 433 819</box>
notice-body: SERVICES: 1610 FORT TEJON RD LITTLE ROCK, CA 93543. LOS ANGELES COUNTY. Full name of registrant(s) is (are) ALLEN ROSSEY 1610 FORT TEJON RD LITTLE ROCK, CA 93543. This Business is conducted by AN INDIVIDUAL. Signed: ALLEN ROSSEY, OWNER. This statement was filed with the County Clerk of Los Angeles County on 04/18/2024. <box>227 94 433 142</box>
notice-heading: FICTITIOUS BUSINESS NAME STATEMENT FILE NO. 2024-067243 <box>227 831 433 849</box>
notice-heading: FICTITIOUS BUSINESS NAME STATEMENT FILE NO. 2024-082291 <box>1094 231 1300 248</box>
legal-notice <box>878 456 1082 519</box>
notice-heading: FICTITIOUS BUSINESS NAME STATEMENT FILE NO. 2024-068791 <box>444 901 649 918</box>
notice-column <box>439 78 656 2436</box>
